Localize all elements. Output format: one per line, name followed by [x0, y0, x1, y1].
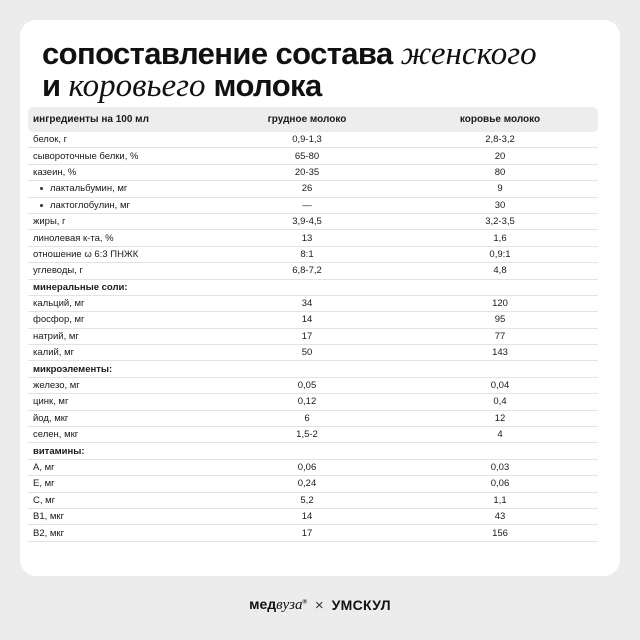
- table-row: [28, 427, 598, 443]
- table-section-row: [28, 443, 598, 459]
- row-label-cell: [28, 282, 212, 293]
- cow-milk-value: 12: [494, 412, 506, 424]
- row-label: кальций, мг: [33, 298, 85, 310]
- registered-mark: ®: [302, 599, 307, 606]
- row-label-cell: [28, 183, 212, 194]
- title-line1-italic: женского: [400, 36, 537, 72]
- row-label-cell: [28, 396, 212, 407]
- medvuza-logo: [249, 596, 307, 614]
- table-row: [28, 329, 598, 345]
- table-row: [28, 525, 598, 541]
- human-milk-value: 17: [301, 330, 313, 342]
- table-row: [28, 214, 598, 230]
- cow-milk-value: 0,9:1: [489, 248, 511, 260]
- table-row: [28, 378, 598, 394]
- cow-milk-value: 43: [494, 511, 506, 523]
- table-row: [28, 165, 598, 181]
- cow-milk-value: 4: [497, 429, 503, 441]
- row-label-cell: [28, 200, 212, 211]
- row-label: витамины:: [33, 445, 85, 457]
- header-human-milk: грудное молоко: [267, 114, 347, 125]
- human-milk-value: 0,24: [297, 478, 317, 490]
- collab-separator: ×: [314, 596, 324, 614]
- human-milk-value: 26: [301, 183, 313, 195]
- human-milk-value: 6: [304, 412, 310, 424]
- row-label: С, мг: [33, 494, 56, 506]
- cow-milk-value: 0,03: [490, 462, 510, 473]
- content-card: [20, 20, 620, 576]
- table-header: [28, 107, 598, 132]
- table-row: [28, 411, 598, 427]
- table-row: [28, 181, 598, 197]
- title-line1-regular: сопоставление состава: [42, 36, 401, 71]
- umskul-logo: УМСКУЛ: [331, 597, 391, 613]
- human-milk-value: 0,06: [297, 462, 317, 473]
- table-row: [28, 198, 598, 214]
- cow-milk-value: 80: [494, 166, 506, 178]
- row-label: селен, мкг: [33, 429, 79, 441]
- cow-milk-value: 0,04: [490, 380, 510, 392]
- row-label: фосфор, мг: [33, 314, 85, 326]
- row-label: В1, мкг: [33, 511, 65, 523]
- row-label-cell: [28, 151, 212, 162]
- row-label-cell: [28, 134, 212, 145]
- row-label: сывороточные белки, %: [33, 150, 139, 162]
- table-row: [28, 394, 598, 410]
- row-label: В2, мкг: [33, 527, 65, 539]
- table-row: [28, 460, 598, 476]
- row-label-cell: [28, 429, 212, 440]
- cow-milk-value: 9: [497, 183, 503, 195]
- row-label: железо, мг: [33, 380, 80, 392]
- row-label-cell: [28, 380, 212, 391]
- row-label-cell: [28, 413, 212, 424]
- row-label-cell: [28, 478, 212, 489]
- table-row: [28, 230, 598, 246]
- table-section-row: [28, 361, 598, 377]
- human-milk-value: 20-35: [294, 166, 320, 178]
- row-label-cell: [28, 298, 212, 309]
- human-milk-value: 17: [301, 527, 313, 539]
- table-row: [28, 509, 598, 525]
- table-body: [28, 132, 598, 542]
- human-milk-value: 14: [301, 511, 313, 523]
- human-milk-value: 5,2: [300, 494, 314, 506]
- human-milk-value: 50: [301, 347, 313, 359]
- cow-milk-value: 3,2-3,5: [485, 216, 515, 228]
- cow-milk-value: 1,1: [493, 494, 507, 506]
- table-row: [28, 493, 598, 509]
- row-label-cell: [28, 314, 212, 325]
- table-row: [28, 263, 598, 279]
- title-line2-regular-a: и: [42, 68, 69, 103]
- human-milk-value: 34: [301, 298, 313, 310]
- row-label: казеин, %: [33, 166, 77, 178]
- bullet-icon: [40, 187, 43, 190]
- row-label-cell: [28, 167, 212, 178]
- row-label: йод, мкг: [33, 412, 69, 424]
- comparison-table: [28, 107, 598, 542]
- table-row: [28, 312, 598, 328]
- table-row: [28, 476, 598, 492]
- cow-milk-value: 0,06: [490, 478, 510, 490]
- row-label-cell: [28, 364, 212, 375]
- cow-milk-value: 95: [494, 314, 506, 326]
- human-milk-value: 65-80: [294, 150, 320, 162]
- cow-milk-value: 156: [492, 527, 508, 539]
- row-label-cell: [28, 347, 212, 358]
- human-milk-value: 14: [301, 314, 313, 326]
- human-milk-value: 8:1: [300, 248, 314, 260]
- row-label-cell: [28, 511, 212, 522]
- row-label: лактальбумин, мг: [50, 183, 128, 195]
- table-row: [28, 148, 598, 164]
- row-label: микроэлементы:: [33, 363, 113, 375]
- cow-milk-value: 1,6: [493, 232, 507, 244]
- cow-milk-value: 77: [494, 330, 506, 342]
- human-milk-value: 13: [301, 232, 313, 244]
- header-ingredients: ингредиенты на 100 мл: [33, 114, 149, 125]
- human-milk-value: 0,05: [297, 380, 317, 392]
- table-row: [28, 132, 598, 148]
- row-label: натрий, мг: [33, 330, 79, 342]
- title-line2-italic: коровьего: [68, 68, 206, 104]
- row-label: А, мг: [33, 462, 55, 473]
- row-label: лактоглобулин, мг: [50, 199, 130, 211]
- header-cow-milk: коровье молоко: [459, 114, 541, 125]
- table-row: [28, 345, 598, 361]
- row-label-cell: [28, 462, 212, 473]
- human-milk-value: 3,9-4,5: [292, 216, 322, 228]
- row-label: Е, мг: [33, 478, 55, 490]
- row-label: белок, г: [33, 134, 68, 146]
- row-label: цинк, мг: [33, 396, 69, 408]
- row-label: отношение ω 6:3 ПНЖК: [33, 248, 139, 260]
- row-label-cell: [28, 331, 212, 342]
- row-label-cell: [28, 446, 212, 457]
- row-label-cell: [28, 495, 212, 506]
- row-label-cell: [28, 216, 212, 227]
- cow-milk-value: 0,4: [493, 396, 507, 408]
- human-milk-value: 0,12: [297, 396, 317, 408]
- cow-milk-value: 20: [494, 150, 506, 162]
- cow-milk-value: 4,8: [493, 265, 507, 277]
- row-label-cell: [28, 265, 212, 276]
- row-label: углеводы, г: [33, 265, 83, 277]
- medvuza-logo-part2: вуза: [276, 597, 303, 613]
- cow-milk-value: 2,8-3,2: [485, 134, 515, 146]
- human-milk-value: 1,5-2: [296, 429, 318, 441]
- medvuza-logo-part1: мед: [249, 596, 277, 612]
- table-row: [28, 296, 598, 312]
- title-line2-regular-b: молока: [205, 68, 322, 103]
- footer-logos: [0, 596, 640, 614]
- row-label-cell: [28, 249, 212, 260]
- human-milk-value: 0,9-1,3: [292, 134, 322, 146]
- cow-milk-value: 120: [492, 298, 508, 310]
- table-section-row: [28, 280, 598, 296]
- cow-milk-value: 30: [494, 199, 506, 211]
- human-milk-value: —: [302, 199, 312, 211]
- human-milk-value: 6,8-7,2: [292, 265, 322, 277]
- row-label-cell: [28, 233, 212, 244]
- page-title: [42, 38, 602, 102]
- row-label: жиры, г: [33, 216, 66, 228]
- cow-milk-value: 143: [492, 347, 508, 359]
- row-label-cell: [28, 528, 212, 539]
- bullet-icon: [40, 204, 43, 207]
- row-label: минеральные соли:: [33, 281, 128, 293]
- row-label: калий, мг: [33, 347, 75, 359]
- table-row: [28, 247, 598, 263]
- row-label: линолевая к-та, %: [33, 232, 114, 244]
